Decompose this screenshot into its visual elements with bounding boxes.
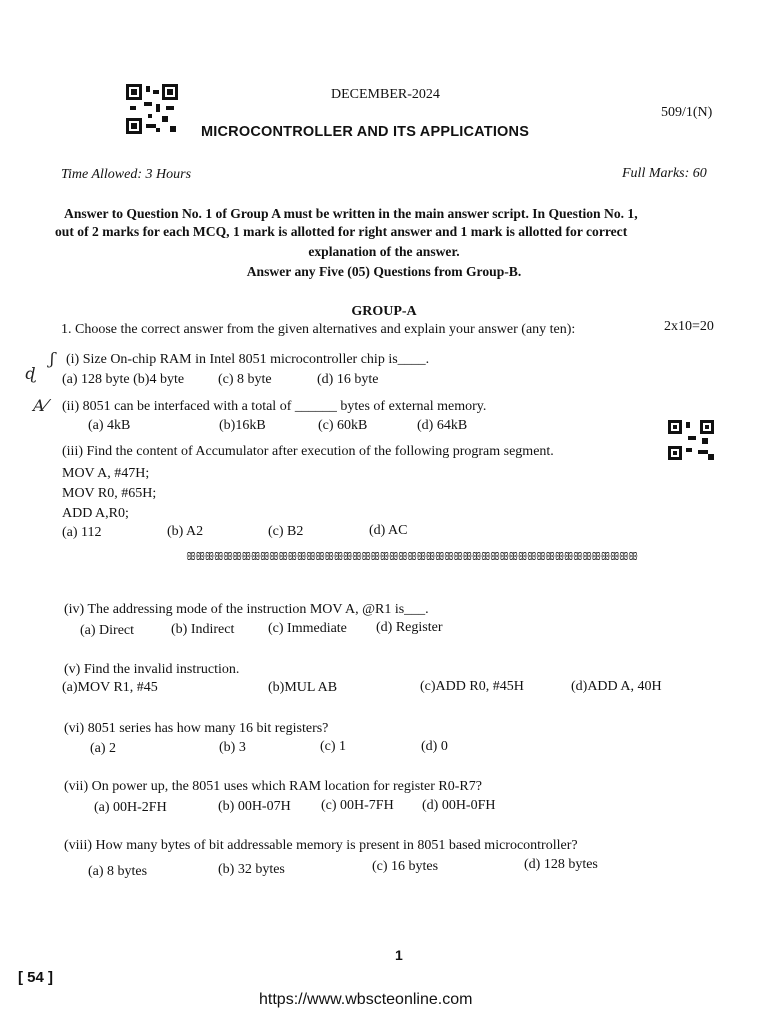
question-vii-stem: (vii) On power up, the 8051 uses which RAM location for register R0-R7? [64, 779, 482, 794]
handwritten-mark-ii: A⁄ [33, 396, 48, 415]
handwritten-mark-i-arc: ʃ [50, 349, 55, 368]
instruction-line-3: explanation of the answer. [308, 244, 460, 259]
question-viii-option-a: (a) 8 bytes [88, 864, 148, 879]
question-iii-stem: (iii) Find the content of Accumulator after execution of the following program segment. [62, 444, 554, 459]
page-number: 1 [395, 947, 403, 963]
question-iv-option-c: (c) Immediate [268, 621, 347, 636]
question-iii-option-d: (d) AC [369, 523, 408, 538]
question-viii-option-c: (c) 16 bytes [372, 859, 439, 874]
qr-code-side [668, 420, 714, 460]
question-v-option-c: (c)ADD R0, #45H [420, 679, 524, 694]
question-iv-option-b: (b) Indirect [171, 622, 235, 637]
full-marks: Full Marks: 60 [622, 166, 707, 181]
question-v-option-d: (d)ADD A, 40H [571, 679, 662, 694]
question-v-option-b: (b)MUL AB [268, 680, 338, 695]
question-iv-option-d: (d) Register [376, 620, 443, 635]
question-i-option-a: (a) 128 byte (b)4 byte [62, 372, 185, 387]
question-vii-option-c: (c) 00H-7FH [321, 798, 394, 813]
question-vi-option-d: (d) 0 [421, 739, 448, 754]
question-i-stem: (i) Size On-chip RAM in Intel 8051 microcontroller chip is____. [66, 352, 430, 367]
question-iv-option-a: (a) Direct [80, 623, 135, 638]
qr-code-top [126, 84, 178, 134]
question-iii-option-b: (b) A2 [167, 524, 204, 539]
ornamental-divider: ꕥꕥꕥꕥꕥꕥꕥꕥꕥꕥꕥꕥꕥꕥꕥꕥꕥꕥꕥꕥꕥꕥꕥꕥꕥꕥꕥꕥꕥꕥꕥꕥꕥꕥꕥꕥꕥꕥꕥꕥꕥꕥꕥꕥꕥꕥꕥꕥꕥ [186, 550, 638, 563]
question-vii-option-d: (d) 00H-0FH [422, 798, 496, 813]
question-vi-option-a: (a) 2 [90, 741, 117, 756]
question-iii-option-a: (a) 112 [62, 525, 102, 540]
code-line-2: MOV R0, #65H; [62, 486, 157, 501]
handwritten-mark-i: ɖ [25, 364, 36, 383]
question-1-marks: 2x10=20 [664, 319, 714, 334]
time-allowed: Time Allowed: 3 Hours [61, 167, 192, 182]
question-vi-option-c: (c) 1 [320, 739, 347, 754]
question-iv-stem: (iv) The addressing mode of the instruction MOV A, @R1 is___. [64, 602, 429, 617]
question-vi-stem: (vi) 8051 series has how many 16 bit registers? [64, 721, 329, 736]
footer-url[interactable]: https://www.wbscteonline.com [259, 991, 473, 1008]
group-title: GROUP-A [351, 304, 417, 319]
question-viii-stem: (viii) How many bytes of bit addressable memory is present in 8051 based microcontroller? [64, 838, 578, 853]
question-vii-option-b: (b) 00H-07H [218, 799, 291, 814]
question-viii-option-b: (b) 32 bytes [218, 862, 285, 877]
bracket-code: [ 54 ] [18, 969, 54, 986]
question-ii-option-c: (c) 60kB [318, 418, 368, 433]
question-i-option-c: (c) 8 byte [218, 372, 272, 387]
question-ii-option-a: (a) 4kB [88, 418, 131, 433]
question-i-option-d: (d) 16 byte [317, 372, 379, 387]
question-viii-option-d: (d) 128 bytes [524, 857, 598, 872]
exam-date: DECEMBER-2024 [331, 87, 440, 102]
question-vi-option-b: (b) 3 [219, 740, 246, 755]
question-iii-option-c: (c) B2 [268, 524, 304, 539]
instruction-line-1: Answer to Question No. 1 of Group A must be written in the main answer script. In Question No. 1, [64, 206, 638, 221]
question-ii-option-d: (d) 64kB [417, 418, 468, 433]
question-v-stem: (v) Find the invalid instruction. [64, 662, 240, 677]
page-title: MICROCONTROLLER AND ITS APPLICATIONS [201, 124, 530, 140]
code-line-1: MOV A, #47H; [62, 466, 150, 481]
paper-code: 509/1(N) [661, 105, 713, 120]
question-v-option-a: (a)MOV R1, #45 [62, 680, 158, 695]
code-line-3: ADD A,R0; [62, 506, 129, 521]
instruction-line-4: Answer any Five (05) Questions from Group-B. [246, 264, 522, 279]
question-ii-stem: (ii) 8051 can be interfaced with a total of ______ bytes of external memory. [62, 399, 487, 414]
instruction-line-2: out of 2 marks for each MCQ, 1 mark is allotted for right answer and 1 mark is allotted for correct [55, 224, 628, 239]
question-ii-option-b: (b)16kB [219, 418, 266, 433]
question-1-prompt: 1. Choose the correct answer from the given alternatives and explain your answer (any ten): [61, 322, 576, 337]
question-vii-option-a: (a) 00H-2FH [94, 800, 167, 815]
